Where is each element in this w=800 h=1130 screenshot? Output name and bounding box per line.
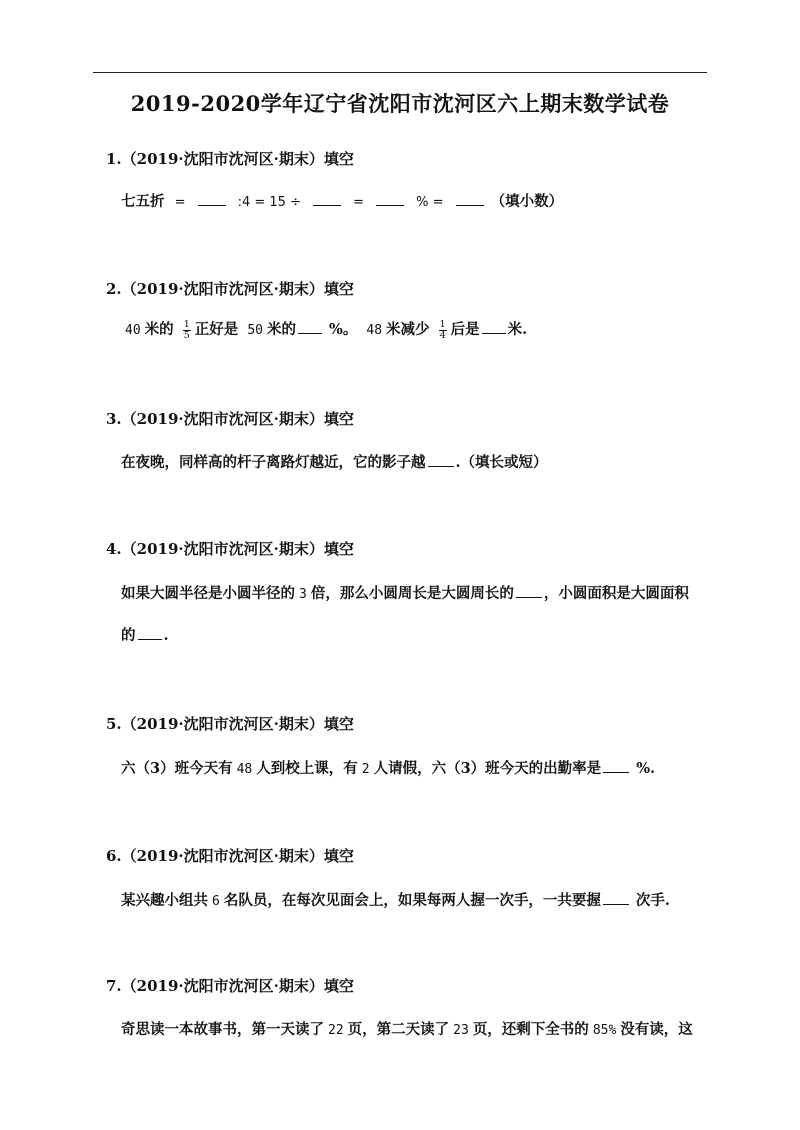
q2-text-3: 米的 bbox=[266, 321, 296, 338]
q5-number-48: 48 bbox=[236, 762, 253, 777]
question-2-body bbox=[121, 318, 527, 341]
q4-text-2: 倍，那么小圆周长是大圆周长的 bbox=[310, 585, 514, 602]
q2-text-4: %。 bbox=[329, 321, 358, 338]
q1-blank-3[interactable] bbox=[376, 193, 404, 206]
question-3-header: 3.（2019·沈阳市沈河区·期末）填空 bbox=[106, 410, 354, 428]
q2-number-48: 48 bbox=[366, 323, 383, 338]
q1-pct: % = bbox=[416, 195, 444, 210]
question-4-body-line-1 bbox=[121, 582, 689, 603]
q2-fraction-1 bbox=[183, 320, 191, 341]
q2-number-50: 50 bbox=[247, 323, 263, 338]
q6-text-2: 名队员，在每次见面会上，如果每两人握一次手，一共要握 bbox=[223, 892, 601, 909]
q6-text-3: 次手. bbox=[635, 892, 670, 909]
q4-text-5: . bbox=[163, 627, 169, 644]
question-6-body bbox=[121, 889, 670, 910]
q2-text-6: 后是 bbox=[450, 321, 480, 338]
question-2-header: 2.（2019·沈阳市沈河区·期末）填空 bbox=[106, 280, 354, 298]
q5-blank[interactable] bbox=[603, 760, 629, 773]
question-6-header: 6.（2019·沈阳市沈河区·期末）填空 bbox=[106, 847, 354, 865]
q3-text-2: .（填长或短） bbox=[455, 454, 548, 471]
q2-number-40: 40 bbox=[125, 323, 141, 338]
q1-eq2: = bbox=[353, 195, 364, 210]
q1-lead: 七五折 bbox=[121, 193, 165, 210]
q1-blank-2[interactable] bbox=[313, 193, 341, 206]
q5-number-2: 2 bbox=[361, 762, 370, 777]
q7-number-23: 23 bbox=[453, 1023, 469, 1038]
q1-eq: = bbox=[174, 195, 186, 210]
q7-text-3: 页，还剩下全书的 bbox=[472, 1021, 589, 1038]
q2-text-2: 正好是 bbox=[194, 321, 239, 338]
q7-text-2: 页，第二天读了 bbox=[347, 1021, 450, 1038]
q5-text-1: 六（3）班今天有 bbox=[121, 760, 233, 777]
question-7-body bbox=[121, 1018, 693, 1039]
q2-text-5: 米减少 bbox=[386, 321, 430, 338]
q7-text-1: 奇思读一本故事书，第一天读了 bbox=[121, 1021, 324, 1038]
q2-fraction-1-numerator: 1 bbox=[183, 318, 190, 330]
q3-text-1: 在夜晚，同样高的杆子离路灯越近，它的影子越 bbox=[121, 454, 426, 471]
q1-blank-4[interactable] bbox=[456, 193, 484, 206]
question-7-header: 7.（2019·沈阳市沈河区·期末）填空 bbox=[106, 977, 354, 995]
q2-fraction-1-denominator: 5 bbox=[183, 329, 190, 341]
q4-blank-2[interactable] bbox=[138, 627, 162, 640]
question-1-body bbox=[121, 190, 563, 211]
q1-blank-1[interactable] bbox=[198, 193, 226, 206]
header-rule bbox=[93, 72, 707, 73]
q2-text-7: 米. bbox=[507, 321, 528, 338]
q7-text-4: 没有读，这 bbox=[620, 1021, 693, 1038]
q2-fraction-2-numerator: 1 bbox=[439, 318, 446, 330]
q4-number-3: 3 bbox=[299, 587, 307, 602]
question-4-header: 4.（2019·沈阳市沈河区·期末）填空 bbox=[106, 540, 354, 558]
q2-text-1: 米的 bbox=[144, 321, 174, 338]
q2-fraction-2 bbox=[439, 320, 447, 341]
question-5-header: 5.（2019·沈阳市沈河区·期末）填空 bbox=[106, 715, 354, 733]
q4-blank-1[interactable] bbox=[516, 585, 542, 598]
q4-text-1: 如果大圆半径是小圆半径的 bbox=[121, 585, 295, 602]
q1-tail: （填小数） bbox=[490, 193, 564, 210]
q7-number-22: 22 bbox=[328, 1023, 344, 1038]
q5-text-3: 人请假，六（3）班今天的出勤率是 bbox=[373, 760, 602, 777]
q6-text-1: 某兴趣小组共 bbox=[121, 892, 208, 909]
q4-text-4: 的 bbox=[121, 627, 136, 644]
question-3-body bbox=[121, 451, 548, 472]
q4-text-3: ，小圆面积是大圆面积 bbox=[543, 585, 689, 602]
q2-fraction-2-denominator: 4 bbox=[439, 329, 446, 341]
q7-number-85-percent: 85% bbox=[592, 1023, 617, 1038]
question-1-header: 1.（2019·沈阳市沈河区·期末）填空 bbox=[106, 150, 354, 168]
q6-number-6: 6 bbox=[212, 894, 220, 909]
page-title: 2019-2020学年辽宁省沈阳市沈河区六上期末数学试卷 bbox=[130, 91, 670, 116]
q1-ratio: :4 = 15 ÷ bbox=[237, 195, 301, 210]
q2-blank-1[interactable] bbox=[298, 321, 322, 334]
q5-text-2: 人到校上课，有 bbox=[256, 760, 358, 777]
question-5-body bbox=[121, 757, 655, 778]
q3-blank[interactable] bbox=[428, 454, 454, 467]
q2-blank-2[interactable] bbox=[482, 321, 506, 334]
q6-blank[interactable] bbox=[603, 892, 629, 905]
q5-text-4: %. bbox=[636, 760, 656, 777]
question-4-body-line-2 bbox=[121, 624, 169, 645]
